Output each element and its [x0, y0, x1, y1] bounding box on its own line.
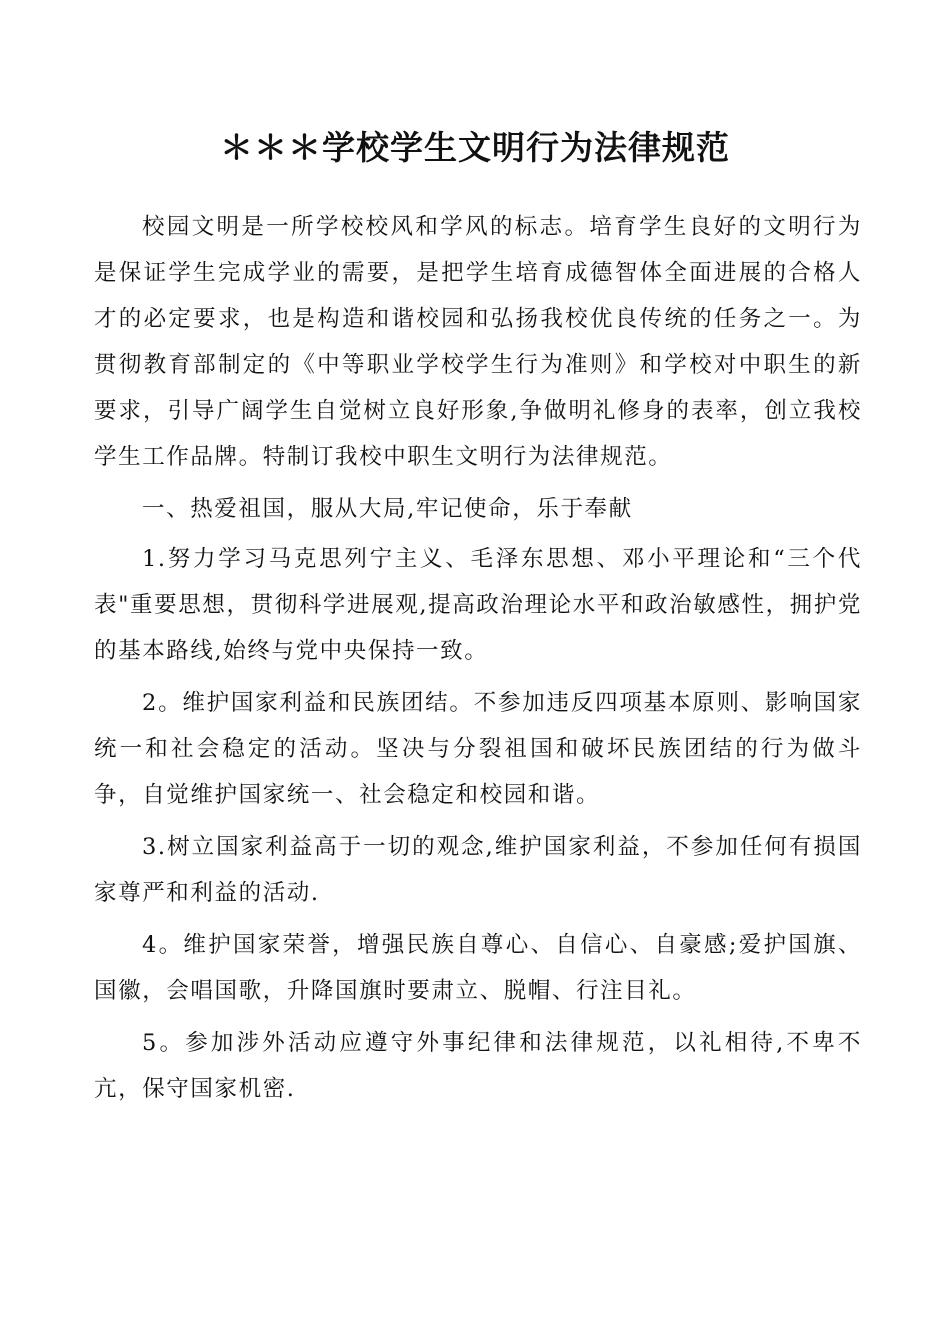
rule-paragraph-3: 3.树立国家利益高于一切的观念,维护国家利益，不参加任何有损国家尊严和利益的活动.: [94, 834, 862, 906]
section-heading-1: 一、热爱祖国，服从大局,牢记使命，乐于奉献: [142, 496, 633, 522]
document-title: ＊＊＊学校学生文明行为法律规范: [220, 128, 730, 167]
rule-paragraph-1: 1.努力学习马克思列宁主义、毛泽东思想、邓小平理论和“三个代表"重要思想，贯彻科学进展观,提高政治理论水平和政治敏感性，拥护党的基本路线,始终与党中央保持一致。: [94, 546, 862, 664]
document-body: [94, 204, 862, 1118]
rule-paragraph-4: 4。维护国家荣誉，增强民族自尊心、自信心、自豪感;爱护国旗、国徽，会唱国歌，升降国旗时要肃立、脱帽、行注目礼。: [94, 932, 862, 1004]
rule-paragraph-5: 5。参加涉外活动应遵守外事纪律和法律规范，以礼相待,不卑不亢，保守国家机密.: [94, 1030, 862, 1102]
rule-paragraph-2: 2。维护国家利益和民族团结。不参加违反四项基本原则、影响国家统一和社会稳定的活动。坚决与分裂祖国和破坏民族团结的行为做斗争，自觉维护国家统一、社会稳定和校园和谐。: [94, 690, 862, 808]
intro-paragraph: 校园文明是一所学校校风和学风的标志。培育学生良好的文明行为是保证学生完成学业的需要，是把学生培育成德智体全面进展的合格人才的必定要求，也是构造和谐校园和弘扬我校优良传统的任务之一。为贯彻教育部制定的《中等职业学校学生行为准则》和学校对中职生的新要求，引导广阔学生自觉树立良好形象,争做明礼修身的表率，创立我校学生工作品牌。特制订我校中职生文明行为法律规范。: [94, 214, 862, 470]
